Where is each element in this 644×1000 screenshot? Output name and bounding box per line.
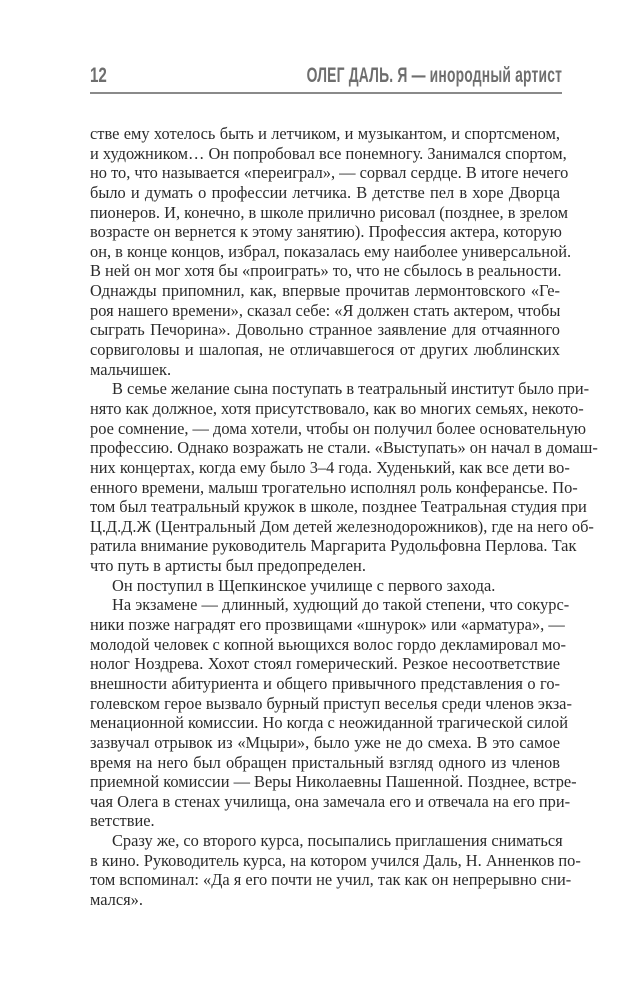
text-line: голевском герое вызвало бурный приступ веселья среди членов экза- bbox=[90, 693, 572, 713]
text-line: Ц.Д.Д.Ж (Центральный Дом детей железнодорожников), где на него об- bbox=[90, 516, 594, 536]
text-line: возрасте он вернется к этому занятию). Профессия актера, которую bbox=[90, 222, 562, 242]
paragraph bbox=[90, 576, 560, 596]
text-line: На экзамене — длинный, худющий до такой степени, что сокурс- bbox=[112, 595, 570, 615]
text-line: нято как должное, хотя присутствовало, как во многих семьях, некото- bbox=[90, 398, 584, 418]
text-line: сорвиголовы и шалопая, не отличавшегося от других люблинских bbox=[90, 340, 560, 360]
text-line: было и думать о профессии летчика. В детстве пел в хоре Дворца bbox=[90, 182, 560, 202]
page-number: 12 bbox=[90, 64, 107, 87]
paragraph bbox=[90, 124, 572, 379]
text-line: роя нашего времени», сказал себе: «Я должен стать актером, чтобы bbox=[90, 300, 561, 320]
text-line: В семье желание сына поступать в театральный институт было при- bbox=[112, 379, 590, 399]
text-line: Сразу же, со второго курса, посыпались приглашения сниматься bbox=[112, 831, 563, 851]
text-line: внешности абитуриента и общего привычного представления о го- bbox=[90, 673, 560, 693]
text-line: ветствие. bbox=[90, 811, 155, 831]
text-line: мался». bbox=[90, 889, 143, 909]
text-line: рое сомнение, — дома хотели, чтобы он получил более основательную bbox=[90, 418, 587, 438]
text-line: профессию. Однако возражать не стали. «Выступать» он начал в домаш- bbox=[90, 438, 598, 458]
running-title: ОЛЕГ ДАЛЬ. Я — инородный артист bbox=[306, 64, 562, 87]
paragraph bbox=[90, 595, 577, 831]
text-line: ратила внимание руководитель Маргарита Рудольфовна Перлова. Так bbox=[90, 536, 577, 556]
text-line: сыграть Печорина». Довольно странное заявление для отчаянного bbox=[90, 320, 560, 340]
text-line: стве ему хотелось быть и летчиком, и музыкантом, и спортсменом, bbox=[90, 124, 560, 143]
paragraph bbox=[90, 379, 598, 576]
text-line: менационной комиссии. Но когда с неожиданной трагической силой bbox=[90, 713, 568, 733]
text-line: и художником… Он попробовал все понемногу. Занимался спортом, bbox=[90, 143, 567, 163]
text-line: приемной комиссии — Веры Николаевны Пашенной. Позднее, встре- bbox=[90, 772, 577, 792]
text-line: них концертах, когда ему было 3–4 года. Худенький, как все дети во- bbox=[90, 457, 570, 477]
text-line: молодой человек с копной вьющихся волос гордо декламировал мо- bbox=[90, 634, 567, 654]
running-header bbox=[90, 60, 562, 94]
text-line: мальчишек. bbox=[90, 359, 172, 379]
text-line: но то, что называется «переиграл», — сорвал сердце. В итоге нечего bbox=[90, 163, 569, 183]
text-line: зазвучал отрывок из «Мцыри», было уже не до смеха. В это самое bbox=[90, 732, 560, 752]
body-text bbox=[90, 124, 598, 910]
text-line: ники позже наградят его прозвищами «шнурок» или «арматура», — bbox=[90, 615, 565, 635]
text-line: он, в конце концов, избрал, показалась ему наиболее универсальной. bbox=[90, 241, 572, 261]
text-line: пионеров. И, конечно, в школе прилично рисовал (позднее, в зрелом bbox=[90, 202, 568, 222]
text-line: время на него был обращен пристальный взгляд одного из членов bbox=[90, 752, 560, 772]
text-line: том был театральный кружок в школе, позднее Театральная студия при bbox=[90, 497, 587, 517]
text-line: том вспоминал: «Да я его почти не учил, так как он непрерывно сни- bbox=[90, 870, 572, 890]
text-line: нолог Ноздрева. Хохот стоял гомерический. Резкое несоответствие bbox=[90, 654, 560, 674]
text-line: Он поступил в Щепкинское училище с первого захода. bbox=[112, 575, 496, 595]
text-line: что путь в артисты был предопределен. bbox=[90, 556, 366, 576]
text-line: в кино. Руководитель курса, на котором учился Даль, Н. Анненков по- bbox=[90, 850, 581, 870]
text-line: В ней он мог хотя бы «проиграть» то, что не сбылось в реальности. bbox=[90, 261, 562, 281]
text-line: Однажды припомнил, как, впервые прочитав лермонтовского «Ге- bbox=[90, 281, 560, 301]
text-line: чая Олега в стенах училища, она замечала его и отвечала на его при- bbox=[90, 791, 571, 811]
paragraph bbox=[90, 831, 581, 910]
text-line: енного времени, малыш трогательно исполнял роль конферансье. По- bbox=[90, 477, 578, 497]
